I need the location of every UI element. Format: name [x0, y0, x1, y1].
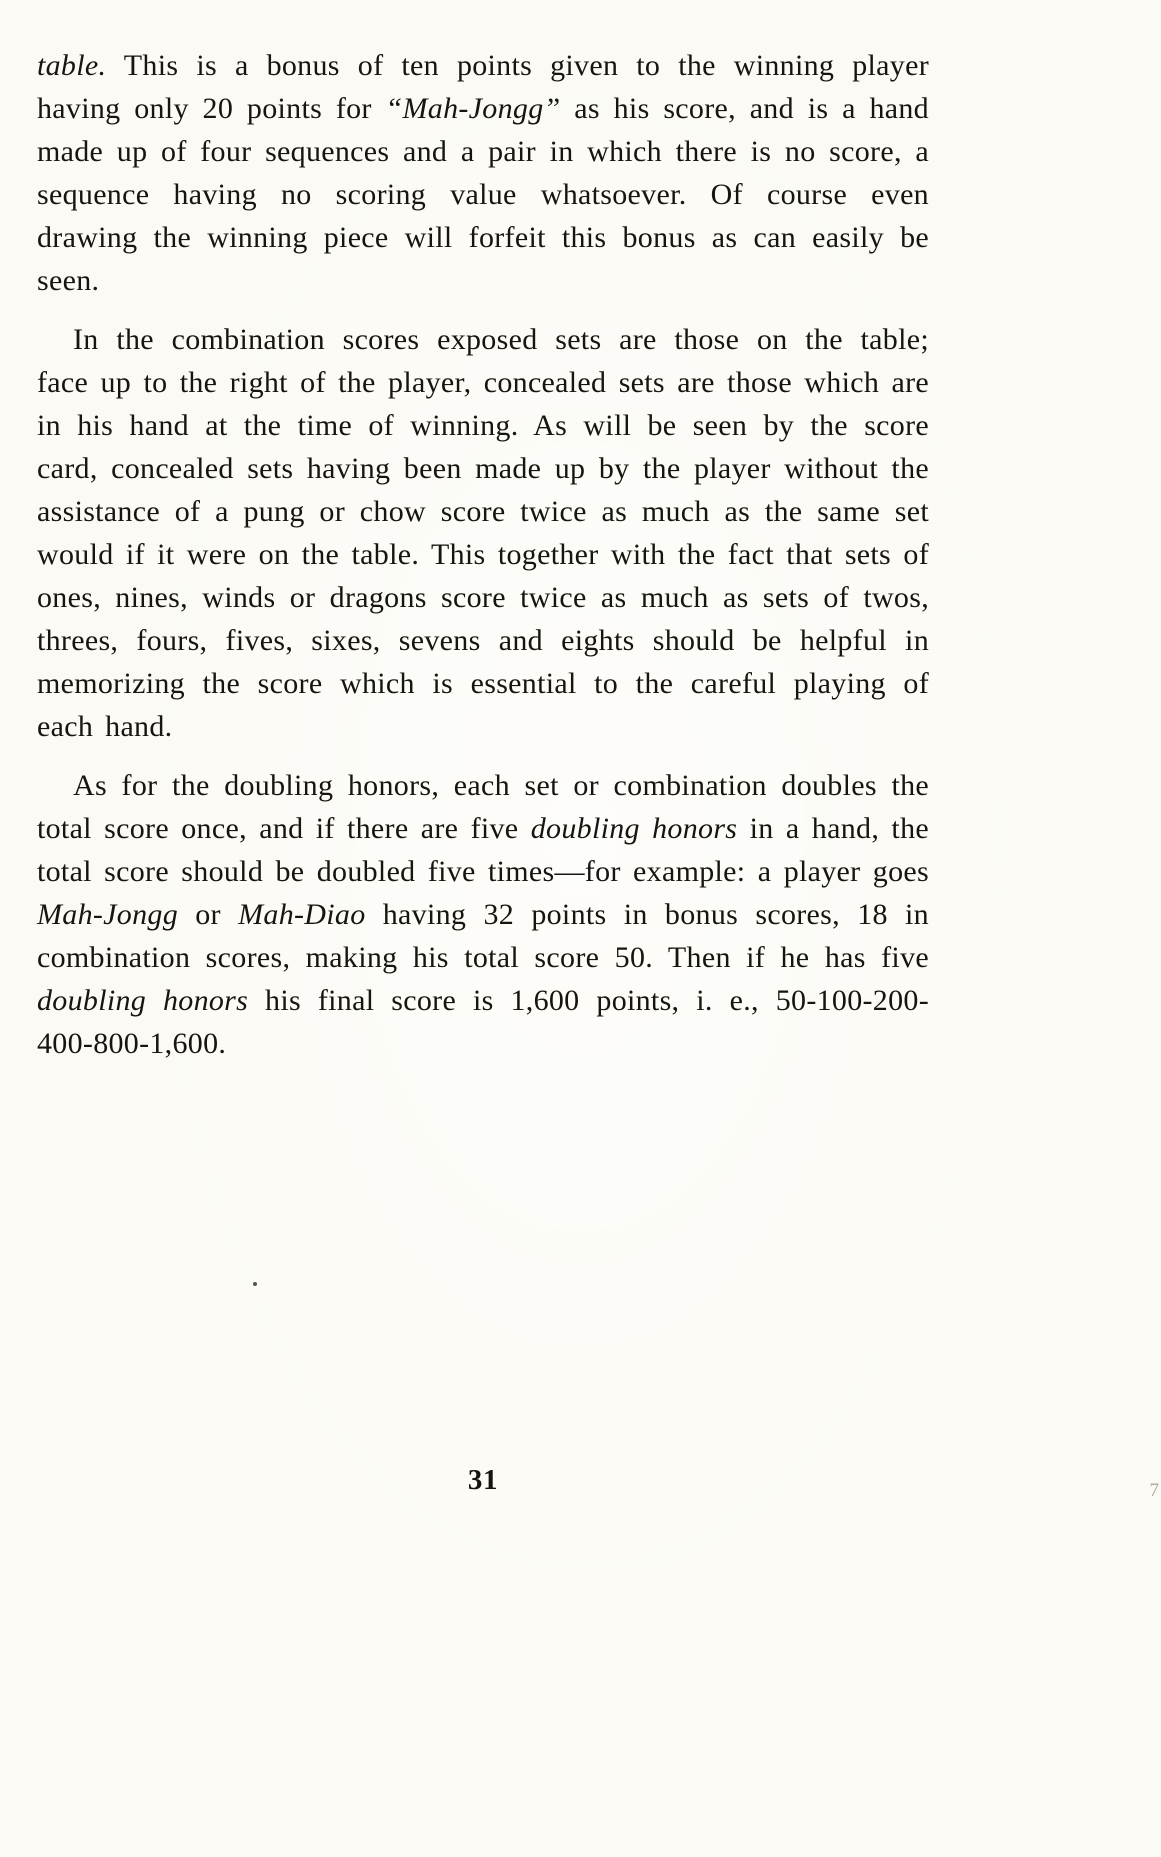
italic-text: table.	[37, 49, 107, 82]
page-number: 31	[467, 1464, 499, 1496]
italic-text: Mah-Jongg	[37, 898, 178, 931]
scan-artifact-dot	[253, 1282, 257, 1286]
body-text: In the combination scores exposed sets are those on the table; face up to the right of the player, concealed sets are those which are in his hand at the time of winning. As will be seen by the score card, concealed sets having been made up by the player without the assistance of a pung or chow score twice as much as the same set would if it were on the table. This together with the fact that sets of ones, nines, winds or dragons score twice as much as sets of twos, threes, fours, fives, sixes, sevens and eights should be helpful in memorizing the score which is essential to the careful playing of each hand.	[37, 323, 929, 743]
italic-text: doubling honors	[37, 984, 249, 1017]
paragraph	[37, 318, 929, 748]
body-text: having 32 points in bonus scores, 18 in combination scores, making his total score 50. Then if he has five	[37, 898, 929, 974]
italic-text: Mah-Diao	[238, 898, 366, 931]
body-text: his final score is 1,600 points, i. e., 50-100-200-400-800-1,600.	[37, 984, 929, 1060]
italic-text: “Mah-Jongg”	[385, 92, 561, 125]
paragraph	[37, 764, 929, 1065]
body-text: in a hand, the total score should be doubled five times—for example: a player goes	[37, 812, 929, 888]
edge-artifact-text: 7	[1149, 1480, 1159, 1501]
italic-text: doubling honors	[530, 812, 738, 845]
paragraph	[37, 44, 929, 302]
body-text: As for the doubling honors, each set or combination doubles the total score once, and if there are five	[37, 769, 929, 845]
page-text	[37, 44, 929, 1065]
body-text: This is a bonus of ten points given to the winning player having only 20 points for	[37, 49, 929, 125]
body-text: as his score, and is a hand made up of four sequences and a pair in which there is no score, a sequence having no scoring value whatsoever. Of course even drawing the winning piece will forfeit this bonus as can easily be seen.	[37, 92, 929, 297]
body-text: or	[178, 898, 239, 931]
